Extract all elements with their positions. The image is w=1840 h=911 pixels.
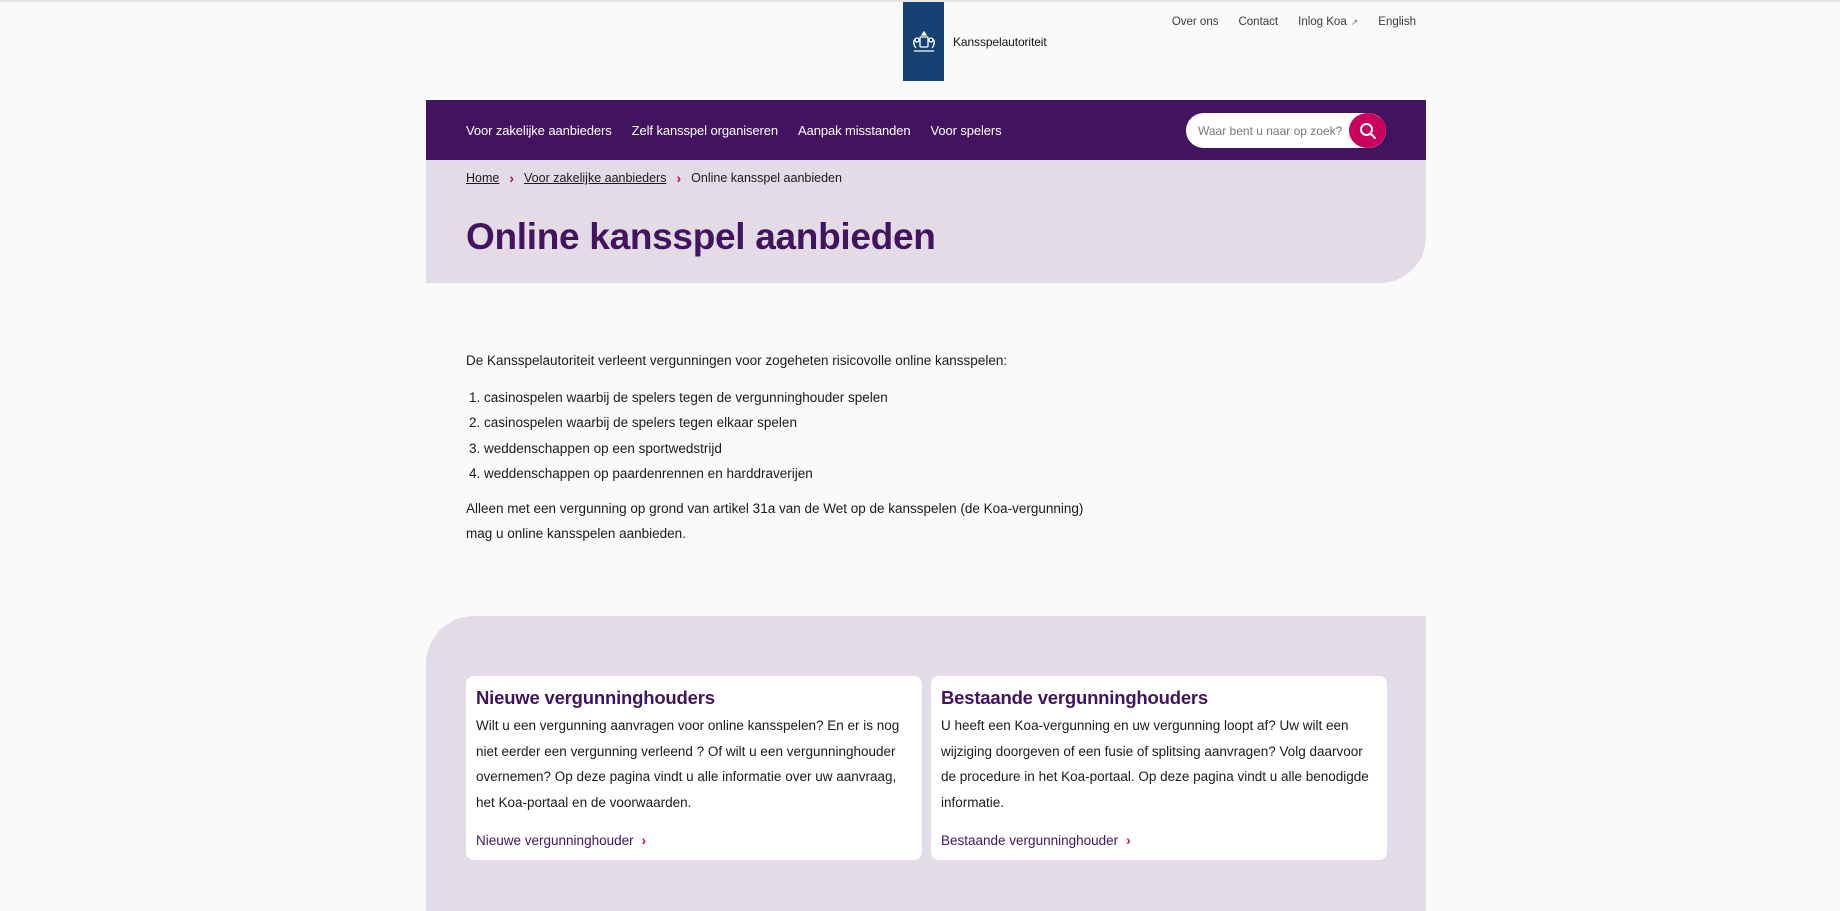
list-item: 2. casinospelen waarbij de spelers tegen elkaar spelen <box>484 410 1166 436</box>
chevron-right-icon: › <box>641 833 647 848</box>
intro-paragraph: De Kansspelautoriteit verleent vergunningen voor zogeheten risicovolle online kansspelen: <box>466 353 1008 368</box>
breadcrumb <box>466 170 842 186</box>
page-header <box>426 160 1426 283</box>
link-contact[interactable]: Contact <box>1238 16 1279 28</box>
card-link-existing-license-holder[interactable] <box>941 833 1131 848</box>
card-title: Nieuwe vergunninghouders <box>476 687 715 708</box>
breadcrumb-home[interactable]: Home <box>466 171 500 185</box>
card-link-label: Bestaande vergunninghouder <box>941 833 1119 848</box>
nav-item-aanpak-misstanden[interactable]: Aanpak misstanden <box>798 122 911 138</box>
outro-line-2: mag u online kansspelen aanbieden. <box>466 526 686 541</box>
main-nav <box>426 100 1426 160</box>
card-title: Bestaande vergunninghouders <box>941 687 1209 708</box>
nav-item-voor-spelers[interactable]: Voor spelers <box>930 122 1002 138</box>
breadcrumb-parent[interactable]: Voor zakelijke aanbieders <box>524 171 667 185</box>
nav-item-zelf-organiseren[interactable]: Zelf kansspel organiseren <box>631 122 779 138</box>
nav-item-zakelijke-aanbieders[interactable]: Voor zakelijke aanbieders <box>466 122 612 138</box>
list-item: 4. weddenschappen op paardenrennen en harddraverijen <box>484 461 1166 487</box>
card-text: Wilt u een vergunning aanvragen voor online kansspelen? En er is nog niet eerder een vergunning verleend ? Of wilt u een vergunninghouder overnemen? Op deze pagina vindt u alle informatie over uw aanvraag, het Koa-portaal en de voorwaarden. <box>476 718 900 810</box>
link-inlog-koa[interactable] <box>1298 16 1358 28</box>
cards-section <box>426 616 1426 911</box>
link-english[interactable]: English <box>1378 16 1416 28</box>
card-existing-license-holders <box>931 676 1387 860</box>
card-text: U heeft een Koa-vergunning en uw vergunning loopt af? Uw wilt een wijziging doorgeven of een fusie of splitsing aanvragen? Volg daarvoor de procedure in het Koa-portaal. Op deze pagina vindt u alle benodigde informatie. <box>941 718 1369 810</box>
logo-text: Kansspelautoriteit <box>953 34 1047 49</box>
chevron-right-icon: › <box>1126 833 1131 848</box>
card-new-license-holders <box>466 676 922 860</box>
list-item: 1. casinospelen waarbij de spelers tegen de vergunninghouder spelen <box>484 385 1166 411</box>
card-link-label: Nieuwe vergunninghouder <box>476 833 634 848</box>
page-title: Online kansspel aanbieden <box>466 216 936 257</box>
link-inlog-koa-label: Inlog Koa <box>1298 16 1347 28</box>
outro-line-1: Alleen met een vergunning op grond van artikel 31a van de Wet op de kansspelen (de Koa-vergunning) <box>466 500 1084 516</box>
site-logo[interactable] <box>903 2 1047 81</box>
list-item: 3. weddenschappen op een sportwedstrijd <box>484 436 1166 462</box>
chevron-right-icon: › <box>509 170 515 186</box>
top-links <box>1152 16 1416 28</box>
card-link-new-license-holder[interactable] <box>476 833 646 848</box>
search-input[interactable] <box>1196 123 1356 139</box>
main-content <box>466 348 1166 547</box>
chevron-right-icon: › <box>676 170 682 186</box>
search-box <box>1186 113 1386 148</box>
external-link-icon: ↗ <box>1350 16 1359 27</box>
kansspel-list <box>466 385 1166 487</box>
search-icon <box>1359 122 1377 140</box>
coat-of-arms-icon <box>903 2 944 81</box>
search-button[interactable] <box>1349 113 1386 148</box>
breadcrumb-current: Online kansspel aanbieden <box>691 171 842 185</box>
link-over-ons[interactable]: Over ons <box>1171 16 1219 28</box>
outro-paragraph <box>466 496 1166 547</box>
